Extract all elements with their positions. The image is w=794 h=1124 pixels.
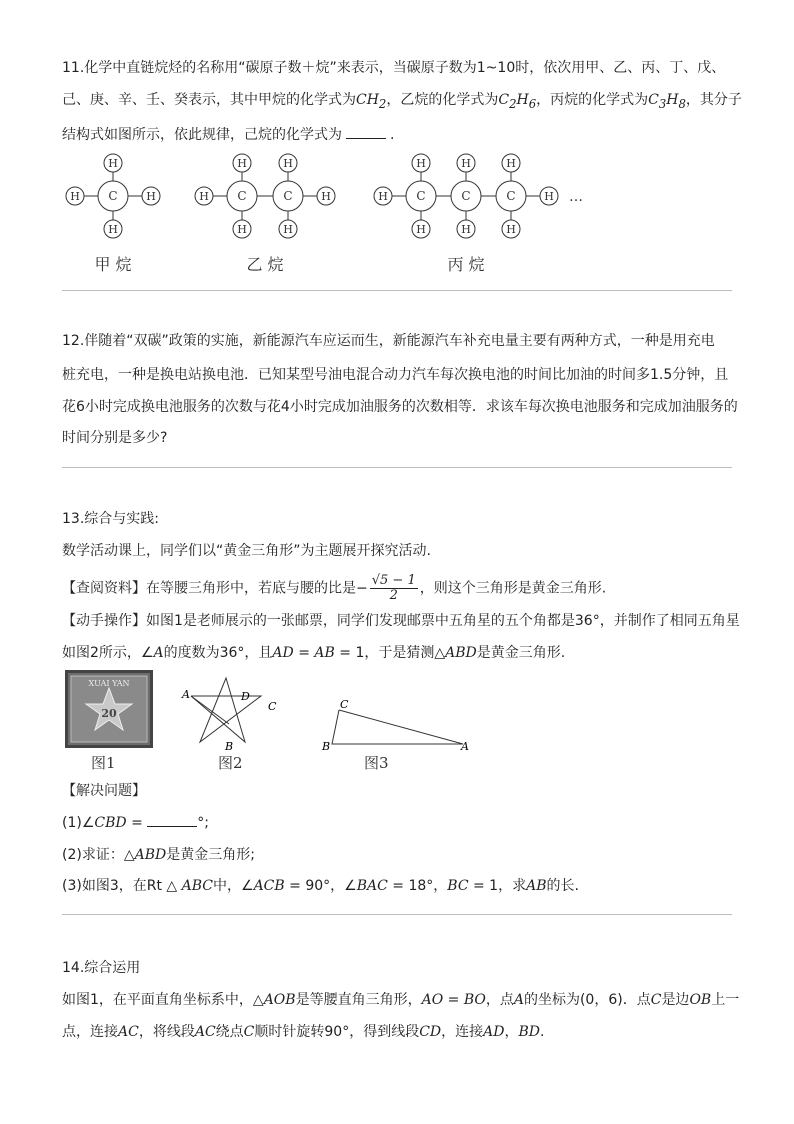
molecule-label: 乙 烷 [246,255,284,274]
hydrogen-atom-label: H [378,190,388,203]
figure-2-label: 图2 [218,754,243,772]
q11-text: ，其分子 [685,92,742,108]
carbon-atom-label: C [283,189,293,203]
q13-part2: (2)求证：△ABD是黄金三角形; [62,847,255,863]
carbon-atom-label: C [416,189,426,203]
q11-text: ，丙烷的化学式为 [536,92,649,108]
point-A: A [461,740,469,753]
q11-line1: 11.化学中直链烷烃的名称用“碳原子数＋烷”来表示，当碳原子数为1~10时，依次用甲、乙、丙、丁、戊、 [62,60,726,76]
hydrogen-atom-label: H [146,190,156,203]
q12-line3: 花6小时完成换电池服务的次数与花4小时完成加油服务的次数相等．求该车每次换电池服务和完成加油服务的 [62,399,738,415]
hydrogen-atom-label: H [461,157,471,170]
divider [62,914,732,915]
q12-line1: 12.伴随着“双碳”政策的实施，新能源汽车应运而生，新能源汽车补充电量主要有两种方式，一种是用充电 [62,333,715,349]
q13-intro: 数学活动课上，同学们以“黄金三角形”为主题展开探究活动. [62,543,431,559]
q14-line1: 如图1，在平面直角坐标系中，△AOB是等腰直角三角形，AO = BO，点A的坐标为(0，6)．点C是边OB上一 [62,992,740,1008]
q11-text: . [390,127,395,143]
carbon-atom-label: C [506,189,516,203]
answer-blank[interactable] [346,124,386,139]
hydrogen-atom-label: H [506,223,516,236]
svg-text:20: 20 [101,707,117,720]
q13-title: 13.综合与实践: [62,511,159,527]
q12-line4: 时间分别是多少? [62,430,168,446]
divider [62,467,732,468]
q11-line2 [62,90,742,114]
q13-operation-line1: 【动手操作】如图1是老师展示的一张邮票，同学们发现邮票中五角星的五个角都是36°，并制作了相同五角星 [62,613,740,629]
hydrogen-atom-label: H [237,223,247,236]
q13-part1: (1)∠CBD = °; [62,812,209,833]
stamp-image [65,670,153,748]
point-C: C [268,700,277,713]
carbon-atom-label: C [108,189,118,203]
hydrogen-atom-label: H [321,190,331,203]
answer-blank[interactable] [147,812,197,827]
q12-line2: 桩充电，一种是换电站换电池．已知某型号油电混合动力汽车每次换电池的时间比加油的时间多1.5分钟，且 [62,367,729,383]
q13-text: 【查阅资料】在等腰三角形中，若底与腰的比是 [62,580,356,597]
triangle-figure [320,694,480,754]
point-A: A [182,688,190,701]
q11-line3 [62,124,394,145]
formula-methane: $CH_2$ [356,92,387,111]
q11-text: ，乙烷的化学式为 [386,92,499,108]
hydrogen-atom-label: H [283,223,293,236]
q13-text: ，则这个三角形是黄金三角形. [419,580,607,597]
q13-reference [62,574,606,603]
q14-title: 14.综合运用 [62,960,141,976]
point-D: D [241,690,250,703]
golden-ratio-fraction: $\frac{√5 - 1}{2}$ [371,573,416,603]
q13-part3: (3)如图3，在Rt △ ABC中，∠ACB = 90°，∠BAC = 18°，BC = 1，求AB的长. [62,878,579,894]
divider [62,290,732,291]
point-B: B [225,740,234,753]
q11-text: 结构式如图所示，依此规律，己烷的化学式为 [62,127,342,143]
q11-text: 己、庚、辛、壬、癸表示，其中甲烷的化学式为 [62,92,356,108]
figure-3-label: 图3 [364,754,389,772]
hydrogen-atom-label: H [108,157,118,170]
hydrogen-atom-label: H [70,190,80,203]
molecule-label: 甲 烷 [94,255,132,274]
hydrogen-atom-label: H [283,157,293,170]
formula-propane: $C_3H_8$ [648,92,686,111]
hydrogen-atom-label: H [416,157,426,170]
star-figure [182,676,285,756]
q13-solve-heading: 【解决问题】 [62,783,146,799]
q14-line2: 点，连接AC，将线段AC绕点C顺时针旋转90°，得到线段CD，连接AD，BD. [62,1024,545,1040]
hydrogen-atom-label: H [461,223,471,236]
ellipsis: … [569,189,583,205]
hydrogen-atom-label: H [544,190,554,203]
molecule-diagram [60,148,620,278]
hydrogen-atom-label: H [416,223,426,236]
point-B: B [322,740,331,753]
point-C: C [340,698,349,711]
hydrogen-atom-label: H [237,157,247,170]
q13-operation-line2: 如图2所示，∠A的度数为36°，且AD = AB = 1，于是猜测△ABD是黄金三角形. [62,645,566,661]
figure-1-label: 图1 [91,754,116,772]
hydrogen-atom-label: H [108,223,118,236]
svg-text:XUAI YAN: XUAI YAN [88,679,130,688]
hydrogen-atom-label: H [506,157,516,170]
hydrogen-atom-label: H [199,190,209,203]
formula-ethane: $C_2H_6$ [498,92,537,111]
carbon-atom-label: C [461,189,471,203]
minus-sign: − [356,580,368,597]
molecule-label: 丙 烷 [447,255,485,274]
carbon-atom-label: C [237,189,247,203]
